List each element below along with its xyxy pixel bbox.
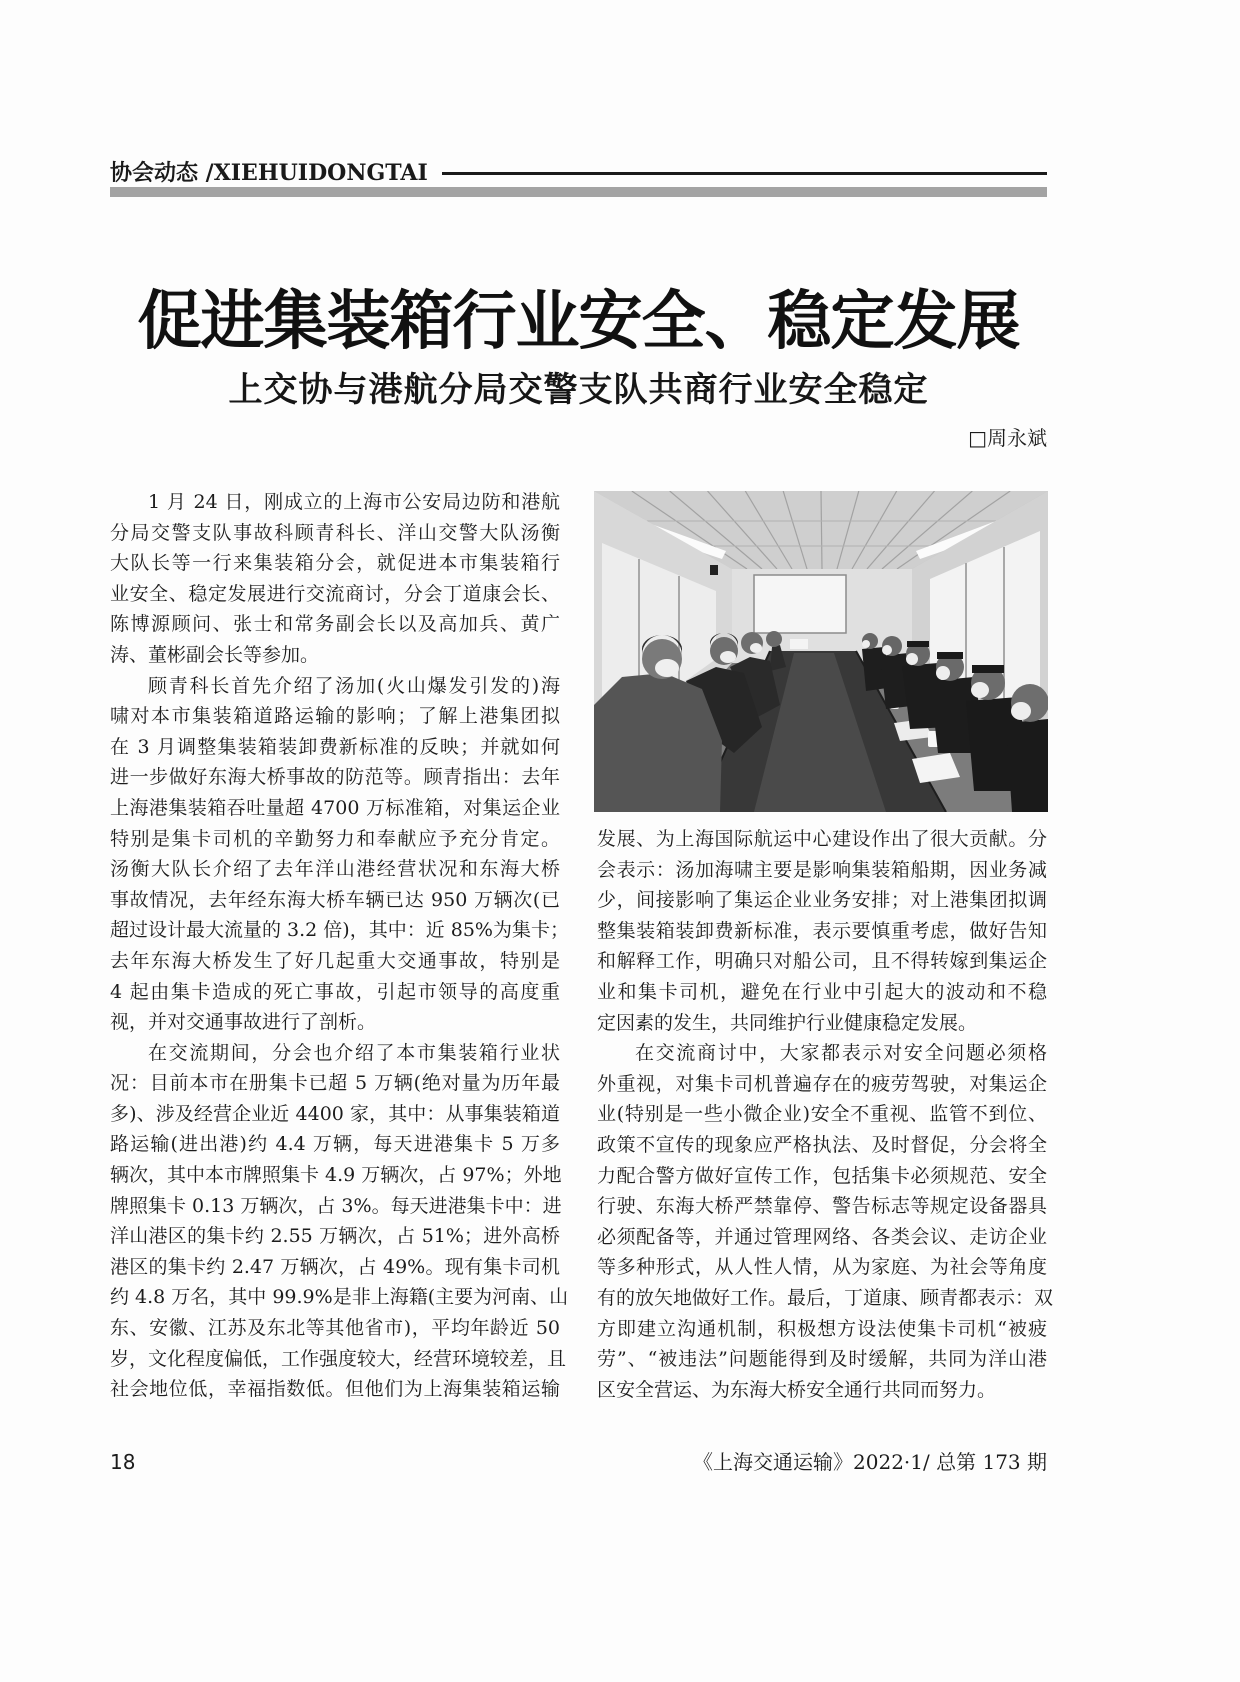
body-text-line: 路运输(进出港)约 4.4 万辆，每天进港集卡 5 万多 (110, 1133, 560, 1156)
body-text-line: 会表示：汤加海啸主要是影响集装箱船期，因业务减 (597, 858, 1047, 881)
body-text-line: 超过设计最大流量的 3.2 倍)，其中：近 85%为集卡； (110, 919, 569, 942)
projector-screen (754, 575, 846, 633)
body-text-line: 等多种形式，从人性人情，从为家庭、为社会等角度 (597, 1256, 1047, 1279)
body-text-line: 区安全营运、为东海大桥安全通行共同而努力。 (597, 1378, 997, 1401)
body-text-line: 业和集卡司机，避免在行业中引起大的波动和不稳 (597, 980, 1047, 1003)
publication-issue: 《上海交通运输》2022·1/ 总第 173 期 (693, 1450, 1047, 1474)
body-text-line: 在交流期间，分会也介绍了本市集装箱行业状 (148, 1041, 560, 1064)
body-text-line: 顾青科长首先介绍了汤加(火山爆发引发的)海 (148, 674, 560, 697)
meeting-photo (594, 491, 1048, 812)
body-text-line: 外重视，对集卡司机普遍存在的疲劳驾驶，对集运企 (597, 1072, 1047, 1095)
body-text-line: 去年东海大桥发生了好几起重大交通事故，特别是 (110, 949, 560, 972)
body-text-line: 约 4.8 万名，其中 99.9%是非上海籍(主要为河南、山 (110, 1286, 569, 1309)
body-text-line: 定因素的发生，共同维护行业健康稳定发展。 (597, 1011, 978, 1034)
left-text-column (110, 487, 569, 1405)
body-text-line: 劳”、“被违法”问题能得到及时缓解，共同为洋山港 (597, 1348, 1047, 1371)
body-text-line: 洋山港区的集卡约 2.55 万辆次，占 51%；进外高桥 (110, 1225, 560, 1248)
meeting-photo-graphic (594, 491, 1048, 812)
body-text-line: 整集装箱装卸费新标准，表示要慎重考虑，做好告知 (597, 919, 1047, 942)
body-text-line: 岁，文化程度偏低，工作强度较大，经营环境较差，且 (110, 1347, 567, 1370)
section-header (110, 158, 1047, 188)
body-text-line: 业安全、稳定发展进行交流商讨，分会丁道康会长、 (110, 582, 560, 605)
body-text-line: 特别是集卡司机的辛勤努力和奉献应予充分肯定。 (110, 827, 560, 850)
body-text-line: 分局交警支队事故科顾青科长、洋山交警大队汤衡 (110, 521, 560, 544)
body-text-line: 上海港集装箱吞吐量超 4700 万标准箱，对集运企业 (110, 796, 560, 819)
body-text-line: 东、安徽、江苏及东北等其他省市)，平均年龄近 50 (110, 1317, 560, 1340)
body-text-line: 业(特别是一些小微企业)安全不重视、监管不到位、 (597, 1103, 1047, 1126)
body-text-line: 多)、涉及经营企业近 4400 家，其中：从事集装箱道 (110, 1102, 560, 1125)
body-text-line: 况：目前本市在册集卡已超 5 万辆(绝对量为历年最 (110, 1072, 560, 1095)
body-text-line: 行驶、东海大桥严禁靠停、警告标志等规定设备器具 (597, 1195, 1047, 1218)
body-text-line: 港区的集卡约 2.47 万辆次，占 49%。现有集卡司机 (110, 1255, 560, 1278)
body-text-line: 在交流商讨中，大家都表示对安全问题必须格 (635, 1042, 1047, 1065)
body-text-line: 4 起由集卡造成的死亡事故，引起市领导的高度重 (110, 980, 560, 1003)
body-text-line: 大队长等一行来集装箱分会，就促进本市集装箱行 (110, 552, 560, 575)
body-text-line: 少，间接影响了集运企业业务安排；对上港集团拟调 (597, 889, 1047, 912)
article-author: □周永斌 (968, 426, 1047, 450)
body-text-line: 在 3 月调整集装箱装卸费新标准的反映；并就如何 (110, 735, 560, 758)
body-text-line: 视，并对交通事故进行了剖析。 (110, 1011, 377, 1034)
body-text-line: 陈博源顾问、张士和常务副会长以及高加兵、黄广 (110, 613, 560, 636)
body-text-line: 方即建立沟通机制，积极想方设法使集卡司机“被疲 (597, 1317, 1047, 1340)
article-title: 促进集装箱行业安全、稳定发展 (137, 284, 1020, 359)
body-text-line: 事故情况，去年经东海大桥车辆已达 950 万辆次(已 (110, 888, 560, 911)
body-text-line: 发展、为上海国际航运中心建设作出了很大贡献。分 (597, 828, 1047, 850)
header-band (110, 187, 1047, 197)
header-rule (442, 172, 1047, 175)
body-text-line: 辆次，其中本市牌照集卡 4.9 万辆次，占 97%；外地 (110, 1164, 562, 1187)
body-text-line: 社会地位低，幸福指数低。但他们为上海集装箱运输 (110, 1378, 560, 1401)
body-text-line: 啸对本市集装箱道路运输的影响；了解上港集团拟 (110, 705, 560, 728)
body-text-line: 和解释工作，明确只对船公司，且不得转嫁到集运企 (597, 950, 1047, 973)
section-label: 协会动态 /XIEHUIDONGTAI (110, 160, 428, 186)
body-text-line: 1 月 24 日，刚成立的上海市公安局边防和港航 (148, 491, 560, 513)
body-text-line: 进一步做好东海大桥事故的防范等。顾青指出：去年 (110, 766, 560, 789)
body-text-line: 汤衡大队长介绍了去年洋山港经营状况和东海大桥 (110, 858, 560, 881)
body-text-line: 有的放矢地做好工作。最后，丁道康、顾青都表示：双 (597, 1286, 1054, 1309)
body-text-line: 必须配备等，并通过管理网络、各类会议、走访企业 (597, 1225, 1047, 1248)
article-subtitle: 上交协与港航分局交警支队共商行业安全稳定 (228, 370, 929, 410)
body-text-line: 牌照集卡 0.13 万辆次，占 3%。每天进港集卡中：进 (110, 1194, 562, 1217)
body-text-line: 涛、董彬副会长等参加。 (110, 643, 320, 666)
right-text-column (597, 824, 1054, 1405)
body-text-line: 力配合警方做好宣传工作，包括集卡必须规范、安全 (597, 1164, 1047, 1187)
body-text-line: 政策不宣传的现象应严格执法、及时督促，分会将全 (597, 1133, 1047, 1156)
page-number: 18 (110, 1450, 136, 1474)
wall-speaker (710, 565, 718, 575)
